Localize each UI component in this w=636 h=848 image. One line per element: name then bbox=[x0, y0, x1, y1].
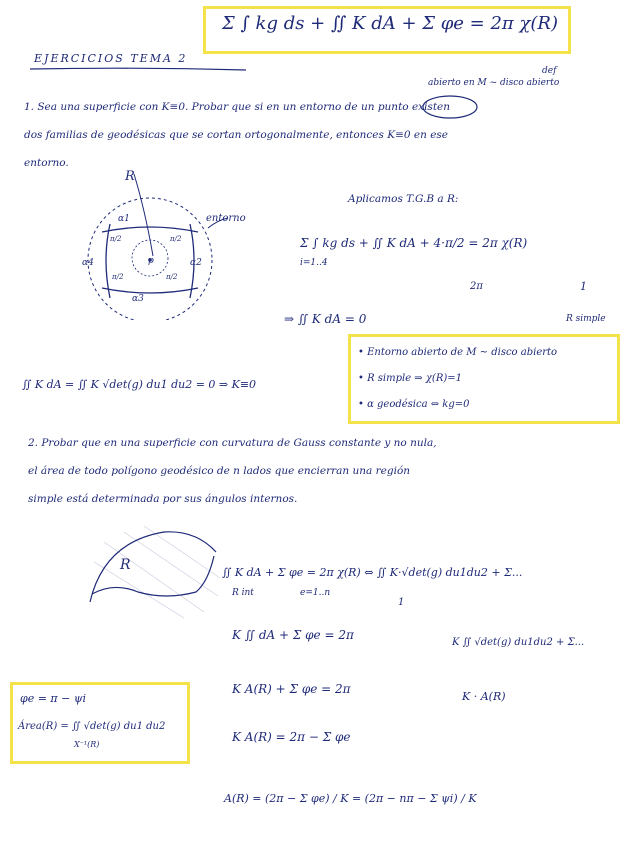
ex1-fig-angle-br: π/2 bbox=[166, 273, 178, 281]
ex2-eqE: A(R) = (2π − Σ φe) / K = (2π − nπ − Σ ψi) / K bbox=[224, 792, 477, 805]
ex1-fig-angle-tr: π/2 bbox=[170, 235, 182, 243]
ex1-statement-line2: dos familias de geodésicas que se cortan ortogonalmente, entonces K≡0 en ese bbox=[24, 129, 449, 141]
ex1-eq1-sum: i=1..4 bbox=[300, 258, 328, 268]
ex1-fig-R: R bbox=[125, 169, 135, 184]
header-formula: Σ ∫ kg ds + ∬ K dA + Σ φe = 2π χ(R) bbox=[222, 13, 558, 34]
ex1-eq1-two-pi: 2π bbox=[470, 281, 483, 292]
title-underline bbox=[28, 66, 248, 72]
ex2-eqC: K A(R) + Σ φe = 2π bbox=[232, 682, 351, 696]
page-title: EJERCICIOS TEMA 2 bbox=[34, 52, 188, 65]
ex1-fig-alpha2: α2 bbox=[190, 258, 202, 268]
ex1-eq1-one: 1 bbox=[580, 280, 587, 293]
ex2-eqA-int: R int bbox=[232, 588, 254, 598]
ex2-statement-line2: el área de todo polígono geodésico de n lados que encierran una región bbox=[28, 465, 411, 477]
ex1-statement-line3: entorno. bbox=[24, 157, 69, 169]
ex2-eqA: ∬ K dA + Σ φe = 2π χ(R) ⇔ ∬ K·√det(g) du1du2 + Σ... bbox=[222, 566, 523, 579]
ex1-apply: Aplicamos T.G.B a R: bbox=[348, 193, 459, 205]
ex1-fig-alpha1: α1 bbox=[118, 214, 130, 224]
ex1-box-line1: • Entorno abierto de M ~ disco abierto bbox=[358, 347, 558, 358]
ex1-figure bbox=[50, 170, 250, 320]
entorno-ellipse bbox=[420, 94, 480, 120]
ex1-eq2: ⇒ ∬ K dA = 0 bbox=[284, 312, 367, 326]
ex2-statement-line1: 2. Probar que en una superficie con curvatura de Gauss constante y no nula, bbox=[28, 437, 437, 449]
ex1-annotation-def: def bbox=[542, 66, 557, 76]
ex1-box-line2: • R simple ⇒ χ(R)=1 bbox=[358, 373, 462, 384]
ex2-eqB: K ∬ dA + Σ φe = 2π bbox=[232, 628, 354, 642]
ex2-figure bbox=[84, 522, 224, 622]
ex1-fig-angle-tl: π/2 bbox=[110, 235, 122, 243]
ex2-box-line2: Área(R) = ∬ √det(g) du1 du2 bbox=[18, 721, 166, 732]
ex2-box-line3: X⁻¹(R) bbox=[74, 740, 100, 749]
ex2-box-line1: φe = π − ψi bbox=[20, 692, 87, 705]
ex2-fig-R: R bbox=[120, 557, 131, 573]
ex2-eqB-right: K ∬ √det(g) du1du2 + Σ... bbox=[452, 637, 585, 648]
ex1-eq1: Σ ∫ kg ds + ∬ K dA + 4·π/2 = 2π χ(R) bbox=[300, 236, 528, 250]
ex1-eq3: ∬ K dA = ∬ K √det(g) du1 du2 = 0 ⇒ K≡0 bbox=[22, 378, 257, 391]
ex1-fig-alpha3: α3 bbox=[132, 294, 144, 304]
ex2-eqD: K A(R) = 2π − Σ φe bbox=[232, 730, 351, 744]
ex2-eqA-sum: e=1..n bbox=[300, 588, 331, 598]
ex1-fig-alpha4: α4 bbox=[82, 258, 94, 268]
ex1-statement-line1: 1. Sea una superficie con K≡0. Probar que si en un entorno de un punto existen bbox=[24, 101, 451, 113]
ex1-fig-entorno: entorno bbox=[206, 213, 246, 224]
ex2-eqA-one: 1 bbox=[398, 597, 405, 608]
ex2-eqC-right: K · A(R) bbox=[462, 690, 506, 703]
ex1-box-line3: • α geodésica ⇔ kg=0 bbox=[358, 399, 470, 410]
ex2-statement-line3: simple está determinada por sus ángulos internos. bbox=[28, 493, 298, 505]
ex1-eq1-simple: R simple bbox=[566, 314, 606, 324]
ex1-fig-p: p bbox=[148, 256, 154, 266]
ex1-fig-angle-bl: π/2 bbox=[112, 273, 124, 281]
ex1-annotation: abierto en M ~ disco abierto bbox=[428, 78, 560, 88]
